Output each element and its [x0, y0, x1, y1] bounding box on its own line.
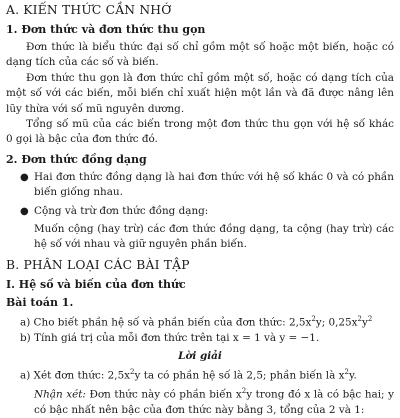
solution-a: a) Xét đơn thức: $2,5x^2y$ ta có phần hệ số là 2,5; phần biến là $x^2y$. [20, 368, 357, 382]
bullet-icon: ● [20, 171, 29, 183]
question-b: b) Tính giá trị của mỗi đơn thức trên tại x = 1 và y = −1. [20, 331, 320, 344]
bullet-add-subtract [6, 204, 394, 219]
bullet-text: Hai đơn thức đồng dạng là hai đơn thức với hệ số khác 0 và có phần biến giống nhau. [34, 170, 394, 199]
heading-similar-monomials: 2. Đơn thức đồng dạng [6, 152, 147, 166]
solution-note: Nhận xét: Đơn thức này có phần biến $x^2y$ trong đó x là có bậc hai; y có bậc nhất nên bậc của đơn thức này bằng 3, tổng của 2 và 1: [34, 387, 394, 416]
solution-label: Lời giải [178, 350, 222, 363]
bullet-text: Cộng và trừ đơn thức đồng dạng: [34, 204, 209, 217]
bullet-similar-definition [6, 170, 394, 201]
section-a-title: A. KIẾN THỨC CẦN NHỚ [6, 3, 172, 17]
paragraph-add-rule: Muốn cộng (hay trừ) các đơn thức đồng dạng, ta cộng (hay trừ) các hệ số với nhau và giữ nguyên phần biến. [34, 223, 394, 251]
heading-monomial: 1. Đơn thức và đơn thức thu gọn [6, 23, 206, 36]
section-b-title: B. PHÂN LOẠI CÁC BÀI TẬP [6, 257, 190, 272]
paragraph-reduced-monomial: Đơn thức thu gọn là đơn thức chỉ gồm một số, hoặc có dạng tích của một số với các biến, mỗi biến chỉ xuất hiện một lần và đã được nâng lên lũy thừa với số mũ nguyên dương. [6, 71, 394, 115]
paragraph-monomial-definition: Đơn thức là biểu thức đại số chỉ gồm một số hoặc một biến, hoặc có dạng tích của các số và biến. [6, 41, 394, 69]
paragraph-degree: Tổng số mũ của các biến trong một đơn thức thu gọn với hệ số khác 0 gọi là bậc của đơn thức đó. [6, 118, 394, 146]
question-a: a) Cho biết phần hệ số và phần biến của đơn thức: $2,5x^2y$; $0,25x^2y^2$ [20, 314, 373, 329]
bullet-icon: ● [20, 205, 29, 217]
heading-coefficient-variable: I. Hệ số và biến của đơn thức [6, 277, 186, 291]
exercise-title: Bài toán 1. [6, 295, 74, 309]
